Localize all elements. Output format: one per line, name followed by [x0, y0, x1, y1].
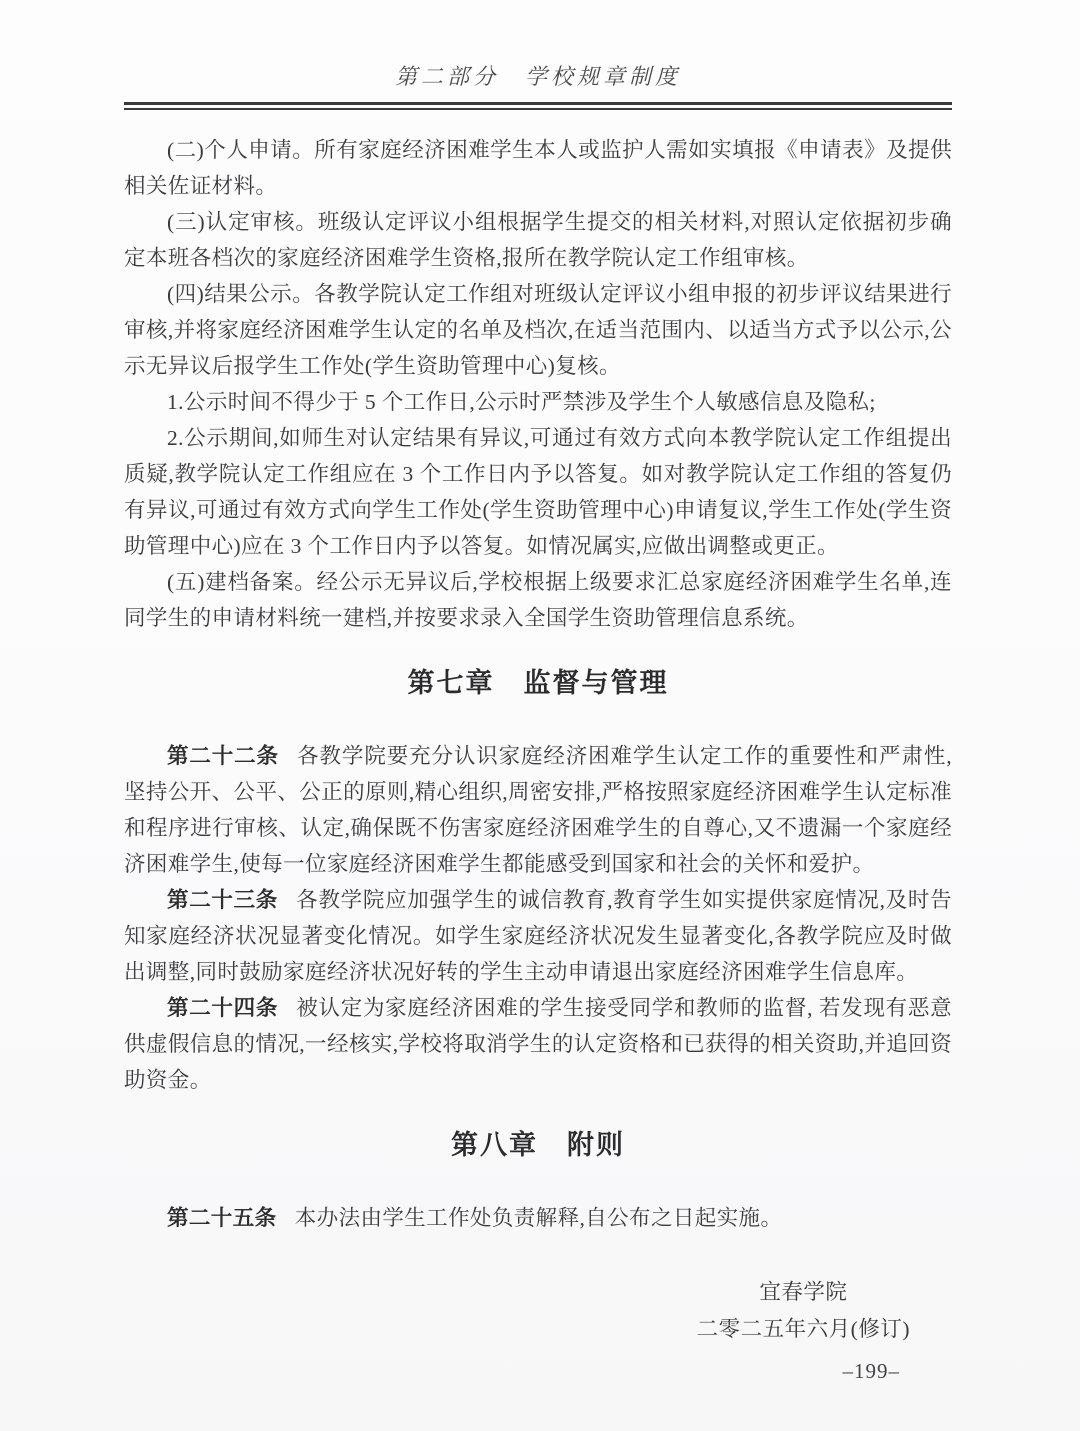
chapter-heading-7: 第七章 监督与管理	[407, 668, 669, 698]
paragraph-text: (二)个人申请。所有家庭经济困难学生本人或监护人需如实填报《申请表》及提供相关佐证材料。	[124, 138, 952, 198]
page-content	[124, 62, 952, 1386]
article-label: 第二十四条	[167, 996, 279, 1020]
article-text: 各教学院要充分认识家庭经济困难学生认定工作的重要性和严肃性,坚持公开、公平、公正的原则,精心组织,周密安排,严格按照家庭经济困难学生认定标准和程序进行审核、认定,确保既不伤害家庭经济困难学生的自尊心,又不遗漏一个家庭经济困难学生,使每一位家庭经济困难学生都能感受到国家和社会的关怀和爱护。	[124, 744, 952, 876]
paragraph-item-4	[124, 276, 952, 384]
article-label: 第二十三条	[167, 888, 279, 912]
signature-org: 宜春学院	[759, 1280, 848, 1304]
paragraph-item-5	[124, 564, 952, 636]
signature-date: 二零二五年六月(修订)	[696, 1317, 910, 1341]
paragraph-text: (三)认定审核。班级认定评议小组根据学生提交的相关材料,对照认定依据初步确定本班各档次的家庭经济困难学生资格,报所在教学院认定工作组审核。	[124, 210, 952, 270]
article-25	[124, 1200, 952, 1236]
article-22	[124, 738, 952, 882]
paragraph-numbered-1	[124, 384, 952, 420]
article-text: 被认定为家庭经济困难的学生接受同学和教师的监督, 若发现有恶意供虚假信息的情况,一经核实,学校将取消学生的认定资格和已获得的相关资助,并追回资助资金。	[124, 996, 952, 1092]
paragraph-text: (五)建档备案。经公示无异议后,学校根据上级要求汇总家庭经济困难学生名单,连同学生的申请材料统一建档,并按要求录入全国学生资助管理信息系统。	[124, 570, 952, 630]
page-number: –199–	[842, 1359, 900, 1383]
article-label: 第二十五条	[167, 1206, 277, 1230]
article-label: 第二十二条	[167, 744, 279, 768]
header-double-rule	[124, 102, 952, 110]
body-text	[124, 132, 952, 1386]
article-24	[124, 990, 952, 1098]
paragraph-text: 1.公示时间不得少于 5 个工作日,公示时严禁涉及学生个人敏感信息及隐私;	[167, 390, 876, 414]
chapter-heading-8: 第八章 附则	[451, 1130, 625, 1160]
article-23	[124, 882, 952, 990]
paragraph-item-2	[124, 132, 952, 204]
paragraph-text: (四)结果公示。各教学院认定工作组对班级认定评议小组申报的初步评议结果进行审核,并将家庭经济困难学生认定的名单及档次,在适当范围内、以适当方式予以公示,公示无异议后报学生工作处(学生资助管理中心)复核。	[124, 282, 952, 378]
running-header: 第二部分 学校规章制度	[394, 64, 681, 89]
article-text: 各教学院应加强学生的诚信教育,教育学生如实提供家庭情况,及时告知家庭经济状况显著变化情况。如学生家庭经济状况发生显著变化,各教学院应及时做出调整,同时鼓励家庭经济状况好转的学生主动申请退出家庭经济困难学生信息库。	[124, 888, 952, 984]
signature-block	[697, 1274, 910, 1348]
paragraph-item-3	[124, 204, 952, 276]
article-text: 本办法由学生工作处负责解释,自公布之日起实施。	[294, 1206, 783, 1230]
paragraph-text: 2.公示期间,如师生对认定结果有异议,可通过有效方式向本教学院认定工作组提出质疑,教学院认定工作组应在 3 个工作日内予以答复。如对教学院认定工作组的答复仍有异议,可通过有效方式向学生工作处(学生资助管理中心)申请复议,学生工作处(学生资助管理中心)应在 3 个工作日内予以答复。如情况属实,应做出调整或更正。	[124, 426, 952, 558]
paragraph-numbered-2	[124, 420, 952, 564]
